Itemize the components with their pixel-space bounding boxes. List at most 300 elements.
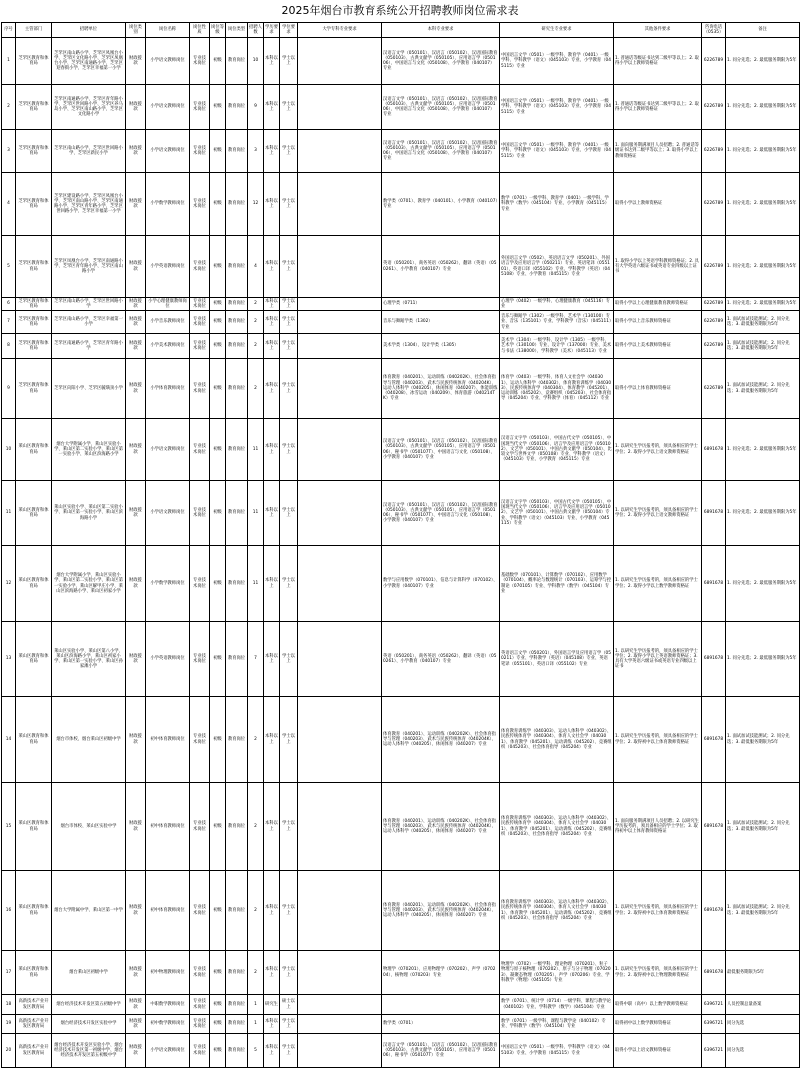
cell-no: 17: [2, 951, 16, 995]
cell-phone: 6226789: [702, 130, 726, 173]
cell-bachelor-major: 汉语言文学（050101）、汉语言（050102）、汉语国际教育（050103）、古典文献学（050105）、应用语言学（050106）、中国语言与文化（050108）、小学教育（040107）专业: [382, 130, 500, 173]
table-row: [2, 546, 800, 622]
cell-post-level: 初级: [210, 995, 226, 1015]
cell-note: 1. 同分先选；2. 最低服务期限为5年: [726, 622, 800, 697]
cell-count: 2: [248, 334, 264, 359]
cell-other-requirements: 1. 以研究生学历报考的，须具备相应的学士学位；2. 取得初中以上物理教师资格证: [614, 951, 702, 995]
table-row: [2, 38, 800, 85]
cell-phone: 6396721: [702, 1034, 726, 1068]
page-title: 2025年烟台市教育系统公开招聘教师岗位需求表: [281, 4, 519, 17]
cell-unit: 芝罘区南山路小学、芝罘区世回路小学: [52, 298, 126, 311]
header-no: 序号: [2, 23, 16, 38]
cell-phone: 6226789: [702, 298, 726, 311]
cell-graduate-major: 汉语言文字学（050103）、中国古代文学（050105）、中国现当代文学（050106）、语言学及应用语言学（050102）、文艺学（050101）、中国古典文献学（050104）专业、学科教学（语文）（045103）专业、小学教育（045115）专业: [500, 481, 614, 546]
cell-dept: 高新技术产业开发区教育局: [16, 1034, 52, 1068]
cell-note: 1. 面试加试技能测试；2. 同分先选；3. 最低服务期限为5年: [726, 334, 800, 359]
cell-no: 15: [2, 783, 16, 871]
cell-category: 财政拨款: [126, 951, 146, 995]
cell-post-name: 小学语文教师岗位: [146, 481, 190, 546]
table-row: [2, 236, 800, 298]
cell-post-type: 教育岗位: [226, 1015, 248, 1034]
cell-degree: 学士以上: [280, 334, 298, 359]
cell-count: 5: [248, 1034, 264, 1068]
cell-post-nature: 专业技术岗位: [190, 359, 210, 419]
cell-degree: 硕士以上: [280, 995, 298, 1015]
cell-other-requirements: 1. 以研究生学历报考的，须具备相应的学士学位；2. 取得初中以上体育教师资格证: [614, 871, 702, 951]
cell-post-level: 初级: [210, 298, 226, 311]
cell-post-nature: 专业技术岗位: [190, 130, 210, 173]
cell-post-level: 初级: [210, 697, 226, 783]
cell-note: 1. 同分先选；2. 最低服务期限为5年: [726, 481, 800, 546]
cell-graduate-major: 外国语言文学（0502）、英语语言文学（050201）、外国语言学及应用语言学（050211）专业、英语笔译（055101）、英语口译（055102）专业、学科教学（英语）（045108）专业、小学教育（045115）专业: [500, 236, 614, 298]
cell-post-nature: 专业技术岗位: [190, 481, 210, 546]
cell-note: 同分先选: [726, 1034, 800, 1068]
cell-category: 财政拨款: [126, 697, 146, 783]
cell-count: 12: [248, 173, 264, 236]
cell-unit: 芝罘区南山路小学、芝罘区幸福第一小学: [52, 311, 126, 334]
table-row: [2, 130, 800, 173]
cell-graduate-major: 数学（0701）一级学科、教育学（0401）一级学科、学科教学（数学）（045104）专业、小学教育（045115）专业: [500, 173, 614, 236]
cell-post-name: 小学体育教师岗位: [146, 359, 190, 419]
cell-dept: 芝罘区教育和体育局: [16, 311, 52, 334]
cell-post-name: 小学语文教师岗位: [146, 419, 190, 481]
table-row: [2, 951, 800, 995]
cell-phone: 6226789: [702, 334, 726, 359]
cell-college-major: [298, 85, 382, 130]
cell-post-level: 初级: [210, 783, 226, 871]
cell-degree: 学士以上: [280, 38, 298, 85]
cell-category: 财政拨款: [126, 38, 146, 85]
cell-post-name: 中职数学教师岗位: [146, 995, 190, 1015]
cell-post-nature: 专业技术岗位: [190, 334, 210, 359]
cell-bachelor-major: 体育教育（040201）、运动训练（040202K）、社会体育指导与管理（040203）、武术与民族传统体育（040204K）、运动人体科学（040205）、休闲体育（040207）专业: [382, 871, 500, 951]
cell-post-name: 初中体育教师岗位: [146, 871, 190, 951]
cell-post-type: 教育岗位: [226, 951, 248, 995]
cell-post-type: 教育岗位: [226, 783, 248, 871]
cell-dept: 莱山区教育和体育局: [16, 871, 52, 951]
cell-unit: 芝罘区凤凰台小学、芝罘区南通路小学、芝罘区青年路小学、芝罘区南山路小学: [52, 236, 126, 298]
cell-college-major: [298, 1034, 382, 1068]
cell-degree: 学士以上: [280, 85, 298, 130]
cell-category: 财政拨款: [126, 871, 146, 951]
cell-post-name: 小学语文教师岗位: [146, 1034, 190, 1068]
cell-category: 财政拨款: [126, 173, 146, 236]
cell-dept: 莱山区教育和体育局: [16, 481, 52, 546]
cell-college-major: [298, 697, 382, 783]
cell-other-requirements: 取得小学以上美术教师资格证: [614, 334, 702, 359]
header-other: 其他条件要求: [614, 23, 702, 38]
cell-category: 财政拨款: [126, 622, 146, 697]
cell-graduate-major: 中国语言文学（0501）一级学科、教育学（0401）一级学科、学科教学（语文）（045103）专业、小学教育（045115）专业: [500, 85, 614, 130]
cell-post-type: 教育岗位: [226, 359, 248, 419]
cell-phone: 6891678: [702, 546, 726, 622]
cell-unit: 烟台市体校、烟台莱山区初级中学: [52, 697, 126, 783]
cell-count: 2: [248, 359, 264, 419]
cell-note: 1. 面试加试技能测试；2. 同分先选；3. 最低服务期限为5年: [726, 311, 800, 334]
cell-count: 11: [248, 546, 264, 622]
cell-phone: 6226789: [702, 359, 726, 419]
cell-degree: 学士以上: [280, 951, 298, 995]
cell-dept: 莱山区教育和体育局: [16, 622, 52, 697]
cell-phone: 6891678: [702, 419, 726, 481]
cell-education: 本科以上: [264, 38, 280, 85]
cell-other-requirements: 1. 以研究生学历报考的，须具备相应的学士学位；2. 取得小学以上数学教师资格证: [614, 546, 702, 622]
cell-no: 18: [2, 995, 16, 1015]
cell-phone: 6226789: [702, 38, 726, 85]
cell-bachelor-major: [382, 995, 500, 1015]
cell-bachelor-major: 汉语言文学（050101）、汉语言（050102）、汉语国际教育（050103）、古典文献学（050105）、应用语言学（050106）、秘书学（050107T）专业: [382, 1034, 500, 1068]
table-row: [2, 871, 800, 951]
cell-category: 财政拨款: [126, 130, 146, 173]
cell-college-major: [298, 951, 382, 995]
cell-other-requirements: 取得小学以上教师资格证: [614, 173, 702, 236]
cell-education: 本科以上: [264, 359, 280, 419]
cell-education: 本科以上: [264, 697, 280, 783]
cell-post-level: 初级: [210, 359, 226, 419]
table-row: [2, 173, 800, 236]
cell-post-name: 小学数学教师岗位: [146, 173, 190, 236]
cell-graduate-major: 基础数学（070101）、计算数学（070102）、应用数学（070104）、概率论与数理统计（070103）、运筹学与控制论（070105）专业、学科教学（数学）（045104）专业: [500, 546, 614, 622]
cell-phone: 6226789: [702, 236, 726, 298]
cell-note: 人员控制总量备案: [726, 995, 800, 1015]
cell-bachelor-major: 英语（050201）、商务英语（050262）、翻译（英语）（050261）、小学教育（040107）专业: [382, 236, 500, 298]
cell-education: 本科以上: [264, 419, 280, 481]
cell-education: 本科以上: [264, 951, 280, 995]
cell-degree: 学士以上: [280, 130, 298, 173]
cell-unit: 烟台大学附属中学、莱山区第一中学: [52, 871, 126, 951]
header-unit: 招聘单位: [52, 23, 126, 38]
table-header-row: [2, 23, 800, 38]
cell-degree: 学士以上: [280, 1034, 298, 1068]
cell-note: 1. 面试加试技能测试；2. 同分先选；3. 最低服务期限为5年: [726, 359, 800, 419]
cell-no: 12: [2, 546, 16, 622]
cell-phone: 6891678: [702, 951, 726, 995]
cell-dept: 芝罘区教育和体育局: [16, 334, 52, 359]
cell-education: 本科以上: [265, 298, 278, 309]
cell-post-name: 小学语文教师岗位: [146, 38, 190, 85]
cell-category: 财政拨款: [126, 236, 146, 298]
cell-degree: 学士以上: [280, 481, 298, 546]
cell-no: 20: [2, 1034, 16, 1068]
cell-note: 1. 同分先选；2. 最低服务期限为5年: [726, 130, 800, 173]
cell-category: 财政拨款: [126, 334, 146, 359]
cell-post-level: 初级: [210, 871, 226, 951]
cell-no: 16: [2, 871, 16, 951]
cell-note: 1. 同分先选；2. 最低服务期限为5年: [726, 173, 800, 236]
cell-dept: 芝罘区教育和体育局: [16, 359, 52, 419]
cell-education: 本科以上: [264, 481, 280, 546]
header-dept: 主管部门: [16, 23, 52, 38]
cell-graduate-major: 体育学（0403）一级学科、体育人文社会学（040301）、运动人体科学（040302）、体育教育训练学（040303）、民族传统体育学（040304）、体育教学（045201）、运动训练（045202）、竞赛组织（045203）、社会体育指导（045204）专业、学科教学（体育）（045112）专业: [500, 359, 614, 419]
cell-unit: 烟台经济技术开发区实验小学、烟台经济技术开发区第一初级中学、烟台经济技术开发区第五初级中学: [52, 1034, 126, 1068]
cell-bachelor-major: 体育教育（040201）、运动训练（040202K）、社会体育指导与管理（040203）、武术与民族传统体育（040204K）、运动人体科学（040205）、休闲体育（040207）、体能训练（040208）、冰雪运动（040209）、体育旅游（040214TK）专业: [382, 359, 500, 419]
cell-post-type: 教育岗位: [226, 1034, 248, 1068]
cell-bachelor-major: 数学类（0701）、教育学（040101）、小学教育（040107）专业: [382, 173, 500, 236]
table-row: [2, 419, 800, 481]
cell-education: 研究生: [264, 995, 280, 1015]
cell-bachelor-major: 数学类（0701）: [382, 1015, 500, 1034]
cell-post-nature: 专业技术岗位: [190, 995, 210, 1015]
cell-graduate-major: 数学（0701）、统计学（0714）一级学科、课程与教学论（040102）专业、学科教学（数学）（045104）专业: [500, 995, 614, 1015]
cell-post-nature: 专业技术岗位: [190, 173, 210, 236]
cell-post-name: 小学心理健康教师岗位: [146, 298, 190, 311]
cell-other-requirements: 取得小学以上语文教师资格证: [614, 1034, 702, 1068]
cell-other-requirements: 取得初中以上数学教师资格证: [614, 1015, 702, 1034]
cell-graduate-major: 数学（0701）一级学科、课程与教学论（040102）专业、学科教学（数学）（045104）专业: [500, 1015, 614, 1034]
cell-post-level: 初级: [210, 481, 226, 546]
header-bachelor-major: 本科专业要求: [382, 23, 500, 38]
cell-no: 8: [2, 334, 16, 359]
cell-post-level: 初级: [210, 173, 226, 236]
cell-dept: 莱山区教育和体育局: [16, 546, 52, 622]
cell-post-level: 初级: [210, 334, 226, 359]
cell-bachelor-major: 体育教育（040201）、运动训练（040202K）、社会体育指导与管理（040203）、武术与民族传统体育（040204K）、运动人体科学（040205）、休闲体育（040207）专业: [382, 783, 500, 871]
cell-post-type: 教育岗位: [226, 481, 248, 546]
table-row: [2, 1034, 800, 1068]
cell-post-nature: 专业技术岗位: [190, 38, 210, 85]
cell-college-major: [298, 1015, 382, 1034]
cell-graduate-major: 体育教育训练学（040303）、运动人体科学（040302）、民族传统体育学（040304）、体育人文社会学（040301）、体育教学（045201）、运动训练（045202）、竞赛组织（045203）、社会体育指导（045204）专业: [500, 871, 614, 951]
cell-education: 本科以上: [264, 311, 280, 334]
header-level: 岗位等级: [210, 23, 226, 38]
cell-other-requirements: 取得小学以上体育教师资格证: [614, 359, 702, 419]
cell-bachelor-major: 心理学类（0711）: [382, 298, 500, 311]
cell-no: 14: [2, 697, 16, 783]
table-row: [2, 622, 800, 697]
cell-post-name: 小学英语教师岗位: [146, 236, 190, 298]
cell-phone: 6226789: [702, 85, 726, 130]
cell-category: 财政拨款: [126, 85, 146, 130]
cell-college-major: [298, 995, 382, 1015]
cell-category: 财政拨款: [126, 546, 146, 622]
cell-unit: 烟台经济技术开发区第五初级中学: [52, 995, 126, 1015]
cell-note: 1. 同分先选；2. 最低服务期限为5年: [726, 85, 800, 130]
cell-graduate-major: 体育教育训练学（040303）、运动人体科学（040302）、民族传统体育学（040304）、体育人文社会学（040301）、体育教学（045201）、运动训练（045202）、竞赛组织（045203）、社会体育指导（045204）专业: [500, 783, 614, 871]
cell-unit: 芝罘区南山路小学、芝罘区世回路小学、芝罘区新民小学: [52, 130, 126, 173]
cell-unit: 芝罘区建设路小学、芝罘区凤凰台小学、芝罘区南山路小学、芝罘区南通路小学、芝罘区青年路小学、芝罘区世回路小学、芝罘区幸福第一小学: [52, 173, 126, 236]
cell-other-requirements: 1. 取得小学以上英语学科教师资格证；2. 具有大学英语六级证书或英语专业四级以上证书: [614, 236, 702, 298]
cell-post-nature: 专业技术岗位: [190, 85, 210, 130]
cell-post-type: 教育岗位: [226, 298, 248, 311]
cell-category: 财政拨款: [126, 419, 146, 481]
cell-post-type: 教育岗位: [226, 38, 248, 85]
cell-post-level: 初级: [210, 1034, 226, 1068]
cell-note: 同分先选: [726, 1015, 800, 1034]
cell-post-level: 初级: [210, 546, 226, 622]
cell-post-nature: 专业技术岗位: [190, 1015, 210, 1034]
cell-post-level: 初级: [210, 236, 226, 298]
cell-degree: 学士以上: [280, 697, 298, 783]
cell-post-name: 初中数学教师岗位: [146, 1015, 190, 1034]
cell-phone: 6396721: [702, 995, 726, 1015]
cell-note: 1. 面试加试技能测试；2. 同分先选；3. 最低服务期限为5年: [726, 871, 800, 951]
cell-other-requirements: 1. 以研究生学历报考的，须具备相应的学士学位；2. 取得小学以上英语教师资格证；3. 具有大学英语六级证书或英语专业四级以上证书: [614, 622, 702, 697]
cell-category: 财政拨款: [126, 1015, 146, 1034]
header-college-major: 大学专科专业要求: [298, 23, 382, 38]
cell-college-major: [298, 38, 382, 85]
cell-post-name: 小学语文教师岗位: [146, 85, 190, 130]
cell-count: 7: [248, 622, 264, 697]
cell-post-nature: 专业技术岗位: [190, 871, 210, 951]
table-row: [2, 359, 800, 419]
cell-count: 4: [248, 236, 264, 298]
cell-no: 13: [2, 622, 16, 697]
cell-count: 11: [248, 481, 264, 546]
table-row: [2, 481, 800, 546]
cell-college-major: [298, 236, 382, 298]
cell-unit: 芝罘区南通路小学、芝罘区青年路小学、芝罘区世回路小学、芝罘区养马岛小学、芝罘区南山路小学、芝罘区文化路小学: [52, 85, 126, 130]
cell-post-type: 教育岗位: [226, 334, 248, 359]
cell-education: 本科以上: [264, 546, 280, 622]
cell-college-major: [298, 419, 382, 481]
cell-note: 1. 面试加试技能测试；2. 同分先选；3. 最低服务期限为5年: [726, 697, 800, 783]
header-tel: 咨询电话（0535）: [702, 23, 726, 38]
cell-graduate-major: 心理学（0402）一级学科、心理健康教育（045116）专业: [500, 298, 614, 311]
cell-college-major: [298, 173, 382, 236]
cell-category: 财政拨款: [126, 298, 146, 311]
cell-dept: 高新技术产业开发区教育局: [16, 1015, 52, 1034]
cell-phone: 6891678: [702, 783, 726, 871]
cell-graduate-major: 体育教育训练学（040303）、运动人体科学（040302）、民族传统体育学（040304）、体育人文社会学（040301）、体育教学（045201）、运动训练（045202）、竞赛组织（045203）、社会体育指导（045204）专业: [500, 697, 614, 783]
cell-count: 2: [248, 871, 264, 951]
cell-no: 9: [2, 359, 16, 419]
cell-post-nature: 专业技术岗位: [190, 546, 210, 622]
cell-graduate-major: 中国语言文学（0501）一级学科、教育学（0401）一级学科、学科教学（语文）（045103）专业、小学教育（045115）专业: [500, 130, 614, 173]
cell-unit: 烟台市体校、莱山区实验中学: [52, 783, 126, 871]
cell-degree: 学士以上: [280, 783, 298, 871]
cell-other-requirements: 取得小学以上心理健康教育教师资格证: [614, 298, 702, 311]
cell-post-type: 教育岗位: [226, 236, 248, 298]
cell-unit: 芝罘区南山路小学、芝罘区凤凰台小学、芝罘区文化路小学、芝罘区凤凰台小学、芝罘区南通路小学、芝罘区迎春街小学、芝罘区幸福第一小学: [52, 38, 126, 85]
cell-degree: 学士以上: [280, 871, 298, 951]
cell-post-name: 小学语文教师岗位: [146, 130, 190, 173]
cell-post-type: 教育岗位: [226, 311, 248, 334]
cell-other-requirements: 1. 以研究生学历报考的，须具备相应的学士学位；2. 取得初中以上体育教师资格证: [614, 697, 702, 783]
cell-graduate-major: 中国语言文学（0501）一级学科、教育学（0401）一级学科、学科教学（语文）（045103）专业、小学教育（045115）专业: [500, 38, 614, 85]
cell-post-nature: 专业技术岗位: [190, 697, 210, 783]
cell-college-major: [298, 130, 382, 173]
cell-note: 最低服务期限为5年: [726, 951, 800, 995]
cell-no: 1: [2, 38, 16, 85]
cell-education: 本科以上: [264, 622, 280, 697]
cell-no: 5: [2, 236, 16, 298]
cell-other-requirements: 1. 普通话等级证书达到二级甲等以上；2. 取得小学以上教师资格证: [614, 38, 702, 85]
cell-college-major: [298, 311, 382, 334]
cell-other-requirements: 取得中职（高中）以上数学教师资格证: [614, 995, 702, 1015]
cell-post-type: 教育岗位: [226, 419, 248, 481]
cell-count: 1: [248, 1015, 264, 1034]
cell-dept: 芝罘区教育和体育局: [16, 298, 52, 311]
header-graduate-major: 研究生专业要求: [500, 23, 614, 38]
cell-phone: 6891678: [702, 622, 726, 697]
cell-college-major: [298, 481, 382, 546]
cell-degree: 学士以上: [280, 1015, 298, 1034]
cell-post-nature: 专业技术岗位: [190, 1034, 210, 1068]
cell-post-nature: 专业技术岗位: [190, 298, 210, 311]
cell-graduate-major: 美术学（1304）一级学科、设计学（1305）一级学科、艺术学（130100）专业、设计学（137000）专业、美术与书法（138000）、学科教学（美术）（045113）专业: [500, 334, 614, 359]
header-type: 岗位类型: [226, 23, 248, 38]
cell-count: 11: [248, 419, 264, 481]
header-name: 岗位名称: [146, 23, 190, 38]
cell-post-name: 初中体育教师岗位: [146, 783, 190, 871]
cell-education: 本科以上: [264, 871, 280, 951]
table-row: [2, 85, 800, 130]
cell-unit: 烟台大学附属小学、莱山区实验小学、莱山区第二实验小学、莱山区第一实验小学、莱山区解甲庄小学、莱山区滨海路小学、莱山区初家小学: [52, 546, 126, 622]
cell-education: 本科以上: [264, 173, 280, 236]
cell-no: 4: [2, 173, 16, 236]
cell-post-name: 小学数学教师岗位: [146, 546, 190, 622]
recruitment-table: [1, 22, 800, 1068]
header-num: 招聘人数: [248, 23, 264, 38]
cell-unit: 莱山区实验小学、莱山区第二实验小学、莱山区第一实验小学、莱山区滨海路小学: [52, 481, 126, 546]
cell-degree: 学士以上: [280, 173, 298, 236]
header-note: 备注: [726, 23, 800, 38]
cell-bachelor-major: 汉语言文学（050101）、汉语言（050102）、汉语国际教育（050103）、古典文献学（050105）、应用语言学（050106）、中国语言与文化（050108）、小学教育（040107）专业: [382, 85, 500, 130]
cell-graduate-major: 中国语言文学（0501）一级学科、学科教学（语文）（045103）专业、小学教育（045115）专业: [500, 1034, 614, 1068]
cell-count: 2: [248, 298, 264, 311]
cell-graduate-major: 音乐与舞蹈学（1302）一级学科、艺术学（130100）专业、音乐（135101）专业、学科教学（音乐）（045111）专业: [500, 311, 614, 334]
cell-category: 财政拨款: [126, 481, 146, 546]
table-row: [2, 334, 800, 359]
cell-degree: 学士以上: [280, 236, 298, 298]
cell-count: 1: [248, 995, 264, 1015]
cell-phone: 6891678: [702, 871, 726, 951]
cell-note: 1. 同分先选；2. 最低服务期限为5年: [726, 236, 800, 298]
cell-bachelor-major: 音乐与舞蹈学类（1302）: [382, 311, 500, 334]
cell-bachelor-major: 数学与应用数学（070101）、信息与计算科学（070102）、小学教育（040107）专业: [382, 546, 500, 622]
cell-other-requirements: 1. 面向服务期满项目人员招聘；2. 普通话等级证书达到二级甲等以上；3. 取得小学以上教师资格证: [614, 130, 702, 173]
cell-phone: 6226789: [702, 311, 726, 334]
cell-college-major: [298, 783, 382, 871]
cell-post-name: 小学英语教师岗位: [146, 622, 190, 697]
cell-post-name: 初中体育教师岗位: [146, 697, 190, 783]
cell-no: 3: [2, 130, 16, 173]
cell-post-level: 初级: [210, 951, 226, 995]
cell-other-requirements: 取得小学以上音乐教师资格证: [614, 311, 702, 334]
cell-phone: 6891678: [702, 697, 726, 783]
cell-college-major: [298, 359, 382, 419]
table-row: [2, 1015, 800, 1034]
cell-dept: 芝罘区教育和体育局: [16, 173, 52, 236]
cell-no: 7: [2, 311, 16, 334]
cell-bachelor-major: 汉语言文学（050101）、汉语言（050102）、汉语国际教育（050103）、古典文献学（050105）、应用语言学（050106）、秘书学（050107T）、中国语言与文化（050108）、小学教育（040107）专业: [382, 481, 500, 546]
cell-dept: 芝罘区教育和体育局: [16, 236, 52, 298]
cell-education: 本科以上: [264, 85, 280, 130]
cell-count: 3: [248, 130, 264, 173]
cell-degree: 学士以上: [280, 419, 298, 481]
cell-no: 10: [2, 419, 16, 481]
cell-degree: 学士以上: [280, 546, 298, 622]
cell-category: 财政拨款: [126, 311, 146, 334]
cell-category: 财政拨款: [126, 359, 146, 419]
cell-category: 财政拨款: [126, 783, 146, 871]
cell-post-level: 初级: [210, 130, 226, 173]
cell-dept: 莱山区教育和体育局: [16, 697, 52, 783]
cell-no: 19: [2, 1015, 16, 1034]
cell-note: 1. 面试加试技能测试；2. 同分先选；3. 最低服务期限为5年: [726, 783, 800, 871]
cell-graduate-major: 英语语言文学（050201）、外国语言学及应用语言学（050211）专业、学科教学（英语）（045108）专业、英语笔译（055101）、英语口译（055102）专业: [500, 622, 614, 697]
cell-dept: 莱山区教育和体育局: [16, 951, 52, 995]
cell-post-nature: 专业技术岗位: [190, 419, 210, 481]
cell-count: 2: [248, 951, 264, 995]
cell-unit: 芝罘区向阳小学、芝罘区毓璜顶小学: [52, 359, 126, 419]
cell-post-nature: 专业技术岗位: [190, 622, 210, 697]
cell-count: 2: [248, 311, 264, 334]
cell-unit: 莱山区实验小学、莱山区第八小学、莱山区滨海路小学、莱山区初家小学、莱山区第一实验小学、莱山区孙家滩小学: [52, 622, 126, 697]
cell-post-level: 初级: [210, 419, 226, 481]
cell-dept: 芝罘区教育和体育局: [16, 85, 52, 130]
cell-dept: 芝罘区教育和体育局: [16, 38, 52, 85]
